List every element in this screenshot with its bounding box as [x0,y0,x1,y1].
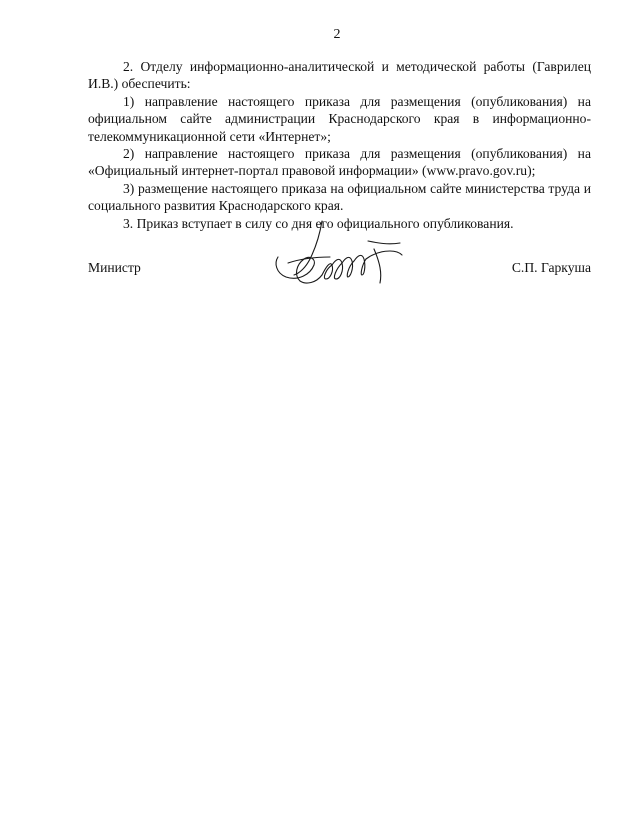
paragraph-subitem-3: 3) размещение настоящего приказа на официальном сайте министерства труда и социального развития Краснодарского края. [88,180,591,214]
paragraph-subitem-2: 2) направление настоящего приказа для размещения (опубликования) на «Официальный интернет-портал правовой информации» (www.pravo.gov.ru); [88,146,591,179]
paragraph-subitem-1: 1) направление настоящего приказа для размещения (опубликования) на официальном сайте администрации Краснодарского края в информационно-телекоммуникационной сети «Интернет»; [88,93,591,144]
paragraph-item-3: 3. Приказ вступает в силу со дня его официального опубликования. [123,215,514,231]
handwritten-signature [270,213,405,293]
document-body [88,58,591,232]
signatory-title: Министр [88,260,141,275]
signatory-name: С.П. Гаркуша [511,260,591,275]
paragraph-item-2: 2. Отделу информационно-аналитической и методической работы (Гаврилец И.В.) обеспечить: [88,59,591,92]
page-number: 2 [333,27,341,42]
